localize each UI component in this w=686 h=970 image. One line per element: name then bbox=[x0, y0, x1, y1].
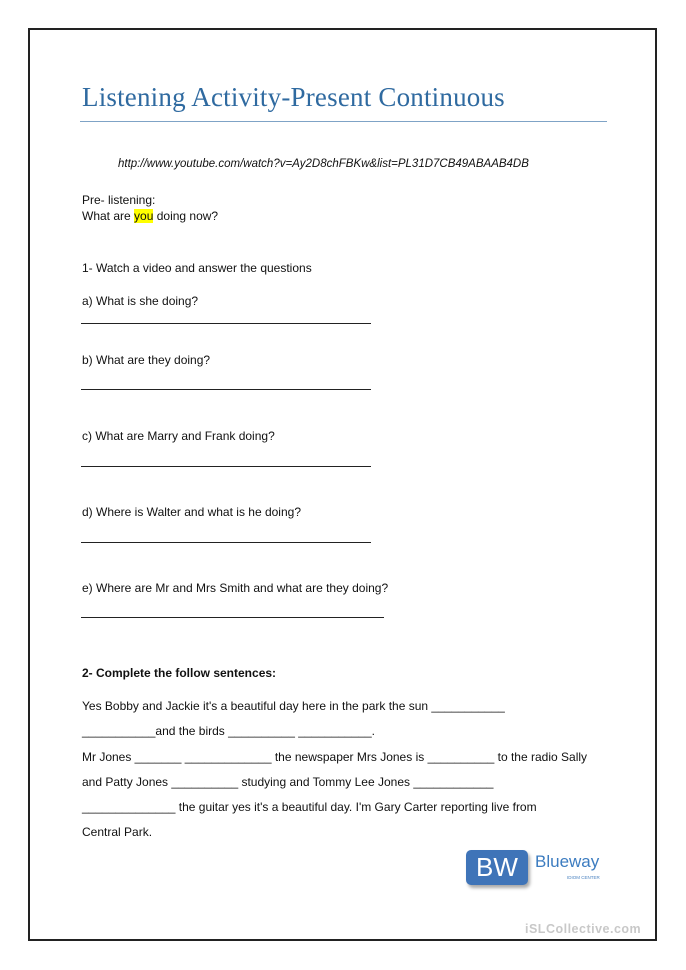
sentence-line: ___________and the birds __________ ___________. bbox=[82, 724, 375, 738]
section1-heading: 1- Watch a video and answer the questions bbox=[82, 261, 312, 275]
answer-line-a[interactable] bbox=[81, 323, 371, 324]
sentence-line: Yes Bobby and Jackie it's a beautiful day here in the park the sun ___________ bbox=[82, 699, 505, 713]
pre-listening-label: Pre- listening: bbox=[82, 193, 156, 207]
answer-line-b[interactable] bbox=[81, 389, 371, 390]
title-divider bbox=[80, 121, 607, 122]
question-text: doing now? bbox=[153, 209, 219, 223]
section2-heading: 2- Complete the follow sentences: bbox=[82, 666, 277, 680]
question-d: d) Where is Walter and what is he doing? bbox=[82, 505, 301, 519]
question-e: e) Where are Mr and Mrs Smith and what are they doing? bbox=[82, 581, 389, 595]
page-title: Listening Activity-Present Continuous bbox=[82, 82, 505, 112]
answer-line-d[interactable] bbox=[81, 542, 371, 543]
question-a: a) What is she doing? bbox=[82, 294, 199, 308]
logo-badge: BW bbox=[466, 850, 528, 885]
watermark: iSLCollective.com bbox=[525, 922, 642, 936]
question-b: b) What are they doing? bbox=[82, 353, 211, 367]
logo-name: Blueway bbox=[535, 852, 600, 871]
highlighted-word: you bbox=[134, 209, 154, 223]
question-c: c) What are Marry and Frank doing? bbox=[82, 429, 275, 443]
pre-listening-question bbox=[82, 209, 218, 223]
answer-line-c[interactable] bbox=[81, 466, 371, 467]
answer-line-e[interactable] bbox=[81, 617, 384, 618]
sentence-line: ______________ the guitar yes it's a beautiful day. I'm Gary Carter reporting live from bbox=[82, 800, 537, 814]
logo-subtitle: IDIOM CENTER bbox=[567, 875, 600, 880]
sentence-line: and Patty Jones __________ studying and Tommy Lee Jones ____________ bbox=[82, 775, 494, 789]
sentence-line: Mr Jones _______ _____________ the newspaper Mrs Jones is __________ to the radio Sally bbox=[82, 750, 588, 764]
question-text: What are bbox=[82, 209, 135, 223]
video-link[interactable]: http://www.youtube.com/watch?v=Ay2D8chFBKw&list=PL31D7CB49ABAAB4DB bbox=[118, 158, 529, 170]
sentence-line: Central Park. bbox=[82, 825, 153, 839]
